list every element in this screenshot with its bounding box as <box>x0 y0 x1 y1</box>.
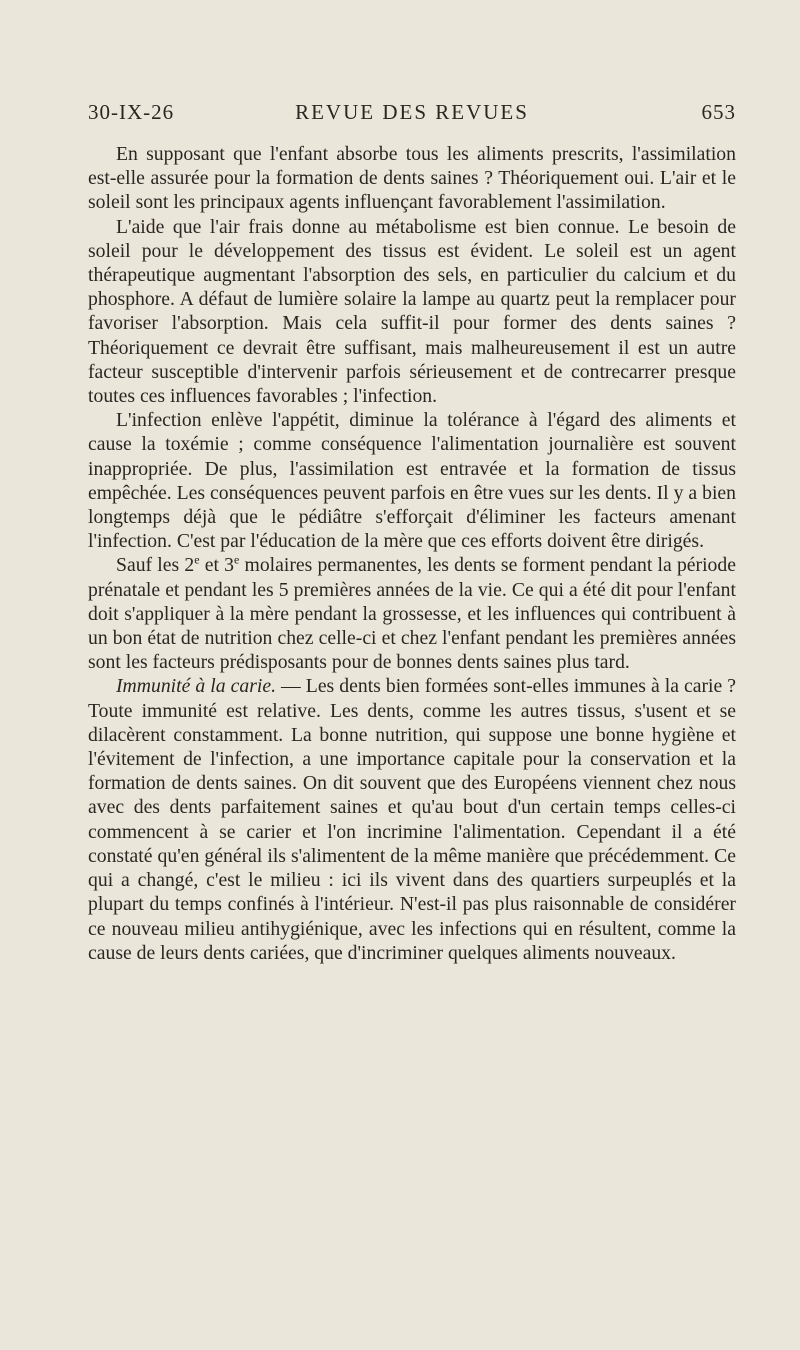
paragraph-4-part-2: et 3 <box>199 554 234 577</box>
paragraph-4-sup-1: e <box>194 552 200 567</box>
paragraph-2: L'aide que l'air frais donne au métabolisme est bien connue. Le besoin de soleil pour le développement des tissus est évident. Le soleil est un agent thérapeutique augmentant l'absorption des sels, en particulier du calcium et du phosphore. A défaut de lumière solaire la lampe au quartz peut la remplacer pour favoriser l'absorption. Mais cela suffit-il pour former des dents saines ? Théoriquement ce devrait être suffisant, mais malheureusement il est un autre facteur susceptible d'intervenir parfois sérieusement et de contrecarrer presque toutes ces influences favorables ; l'infection. <box>88 215 736 408</box>
paragraph-5-dash: — <box>276 675 306 698</box>
paragraph-5-text: Les dents bien formées sont-elles immunes à la carie ? Toute immunité est relative. Les dents, comme les autres tissus, s'usent et se dilacèrent constamment. La bonne nutrition, qui suppose une bonne hygiène et l'évitement de l'infection, a une importance capitale pour la conservation et la formation de dents saines. On dit souvent que des Européens viennent chez nous avec des dents parfaitement saines et qu'au bout d'un certain temps celles-ci commencent à se carier et l'on incrimine l'alimentation. Cependant il a été constaté qu'en général ils s'alimentent de la même manière que précédemment. Ce qui a changé, c'est le milieu : ici ils vivent dans des quartiers surpeuplés et la plupart du temps confinés à l'intérieur. N'est-il pas plus raisonnable de considérer ce nouveau milieu antihygiénique, avec les infections qui en résultent, comme la cause de leurs dents cariées, que d'incriminer quelques aliments nouveaux. <box>88 675 737 964</box>
paragraph-4-part-3: molaires permanentes, les dents se forment pendant la période prénatale et pendant les 5 premières années de la vie. Ce qui a été dit pour l'enfant doit s'appliquer à la mère pendant la grossesse, et les influences qui contribuent à un bon état de nutrition chez celle-ci et chez l'enfant pendant les premières années sont les facteurs prédisposants pour de bonnes dents saines plus tard. <box>88 554 736 674</box>
header-journal-title: REVUE DES REVUES <box>295 100 529 124</box>
paragraph-3: L'infection enlève l'appétit, diminue la tolérance à l'égard des aliments et cause la toxémie ; comme conséquence l'alimentation journalière est souvent inappropriée. De plus, l'assimilation est entravée et la formation de tissus empêchée. Les conséquences peuvent parfois en être vues sur les dents. Il y a bien longtemps déjà que le pédiâtre s'efforçait d'éliminer les facteurs amenant l'infection. C'est par l'éducation de la mère que ces efforts doivent être dirigés. <box>88 409 736 553</box>
header-page-number: 653 <box>701 100 736 124</box>
paragraph-4-sup-2: e <box>233 552 240 567</box>
paragraph-4 <box>88 553 736 674</box>
running-header <box>88 100 736 130</box>
section-title-immunite: Immunité à la carie. <box>116 675 277 698</box>
paragraph-5 <box>88 674 736 964</box>
paragraph-4-part-1: Sauf les 2 <box>116 554 195 577</box>
header-date: 30-IX-26 <box>88 100 175 124</box>
article-body <box>88 142 736 965</box>
paragraph-1: En supposant que l'enfant absorbe tous les aliments prescrits, l'assimilation est-elle assurée pour la formation de dents saines ? Théoriquement oui. L'air et le soleil sont les principaux agents influençant favorablement l'assimilation. <box>88 143 736 214</box>
